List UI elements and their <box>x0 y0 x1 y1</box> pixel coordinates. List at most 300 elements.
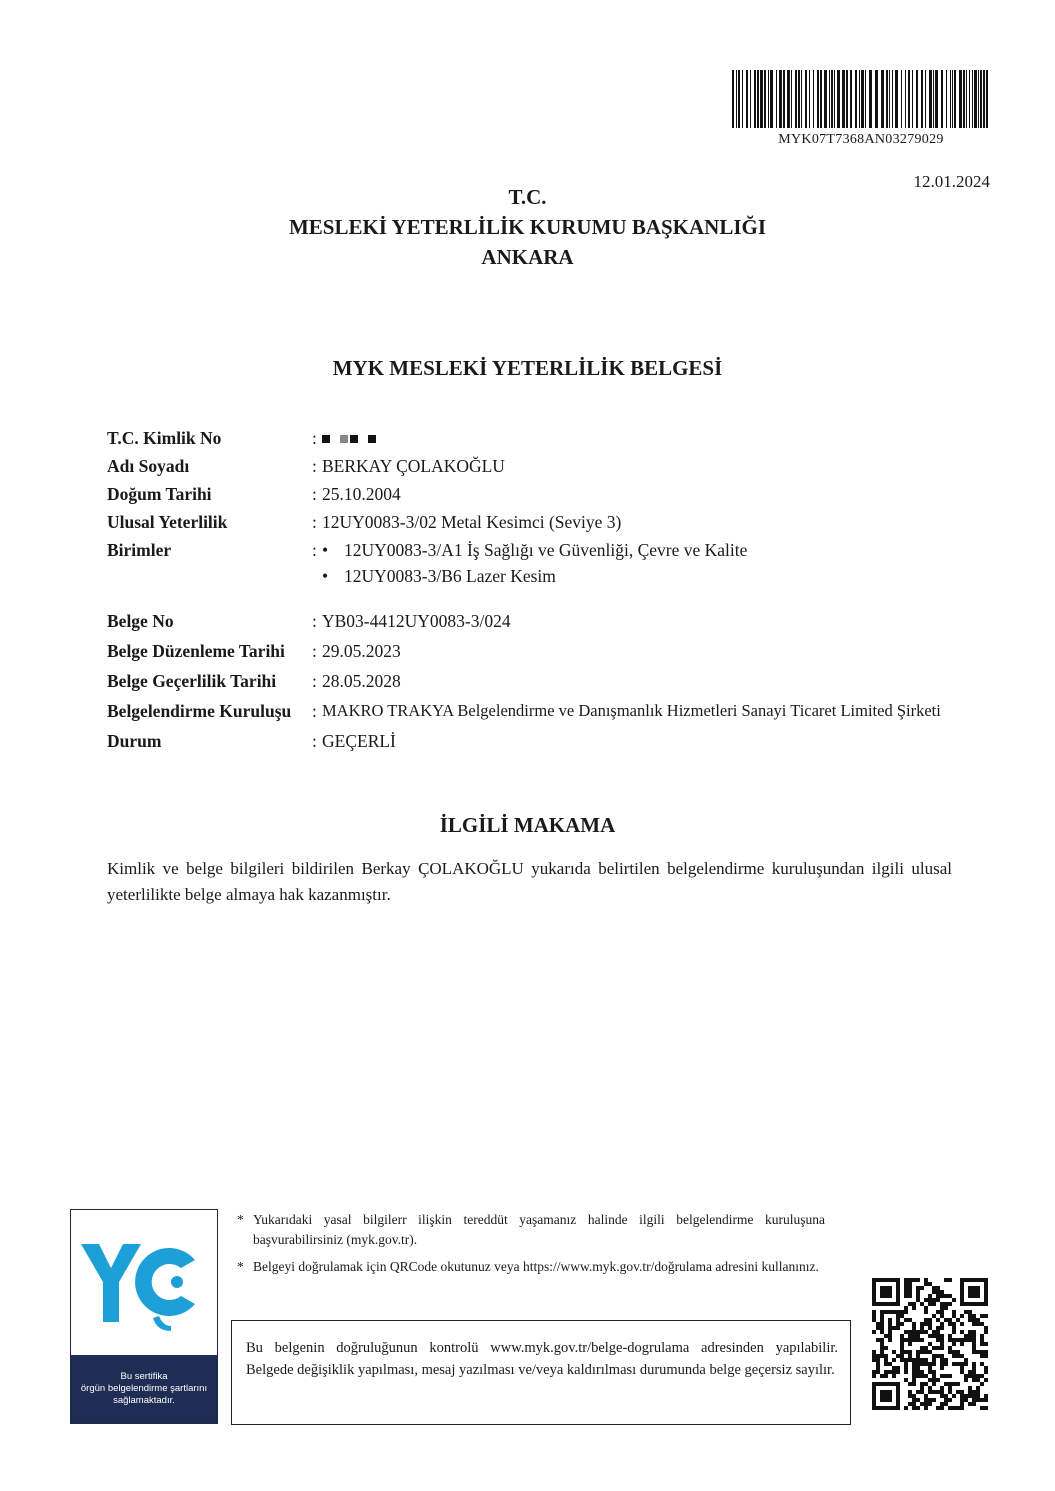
field-body-row <box>107 696 1027 726</box>
qr-module <box>980 1322 984 1326</box>
barcode-bar <box>798 70 800 128</box>
qr-module <box>872 1330 876 1334</box>
barcode-bar <box>809 70 810 128</box>
qr-module <box>948 1302 952 1306</box>
qr-module <box>924 1322 928 1326</box>
qr-module <box>912 1382 916 1386</box>
yc-logo-icon <box>77 1234 211 1334</box>
field-separator: : <box>312 670 317 691</box>
qr-module <box>928 1334 932 1338</box>
qr-module <box>972 1390 976 1394</box>
barcode-bar <box>941 70 943 128</box>
field-separator: : <box>312 640 317 661</box>
barcode-bar <box>736 70 737 128</box>
qr-module <box>956 1338 960 1342</box>
qr-module <box>888 1322 892 1326</box>
barcode-bar <box>742 70 743 128</box>
barcode-bar <box>746 70 748 128</box>
qr-module <box>876 1322 880 1326</box>
qr-module <box>900 1322 904 1326</box>
qr-module <box>940 1358 944 1362</box>
qr-module <box>900 1354 904 1358</box>
qr-module <box>932 1362 936 1366</box>
barcode-bar <box>925 70 926 128</box>
qr-module <box>888 1362 892 1366</box>
qr-module <box>936 1378 940 1382</box>
verification-notice: Bu belgenin doğruluğunun kontrolü www.myk.gov.tr/belge-dogrulama adresinden yapılabilir. Belgede değişiklik yapılması, mesaj yazılması ve/veya kaldırılması durumunda belge geçersiz sayılır. <box>231 1320 851 1425</box>
qr-module <box>952 1362 956 1366</box>
field-name-row <box>107 452 1027 480</box>
qr-module <box>940 1406 944 1410</box>
field-value: 12UY0083-3/02 Metal Kesimci (Seviye 3) <box>322 511 622 532</box>
qr-module <box>932 1334 936 1338</box>
barcode-bar <box>869 70 872 128</box>
qr-module <box>908 1350 912 1354</box>
qr-module <box>972 1314 976 1318</box>
qr-module <box>884 1354 888 1358</box>
qr-module <box>972 1366 976 1370</box>
qr-module <box>960 1362 964 1366</box>
section-title: İLGİLİ MAKAMA <box>439 813 616 837</box>
qr-module <box>960 1314 964 1318</box>
barcode-bar <box>886 70 888 128</box>
qr-module <box>916 1354 920 1358</box>
qr-module <box>944 1302 948 1306</box>
barcode-bar <box>732 70 734 128</box>
qr-module <box>972 1378 976 1382</box>
barcode-bar <box>935 70 938 128</box>
qr-module <box>960 1354 964 1358</box>
qr-module <box>884 1358 888 1362</box>
field-label: Belge Geçerlilik Tarihi <box>107 670 277 691</box>
footnote <box>237 1257 825 1277</box>
qr-module <box>980 1354 984 1358</box>
qr-module <box>884 1346 888 1350</box>
qr-module <box>948 1322 952 1326</box>
qr-module <box>908 1330 912 1334</box>
barcode-bar <box>980 70 982 128</box>
qr-module <box>880 1310 884 1314</box>
qr-module <box>904 1310 908 1314</box>
qr-module <box>932 1314 936 1318</box>
qr-module <box>932 1290 936 1294</box>
field-label: Ulusal Yeterlilik <box>107 511 228 532</box>
qr-module <box>880 1346 884 1350</box>
barcode-bar <box>787 70 790 128</box>
qr-module <box>984 1378 988 1382</box>
qr-module <box>976 1318 980 1322</box>
qr-module <box>924 1358 928 1362</box>
qr-module <box>916 1370 920 1374</box>
barcode-bar <box>770 70 773 128</box>
barcode-bar <box>831 70 833 128</box>
qr-module <box>884 1310 888 1314</box>
field-issue-row <box>107 636 1027 666</box>
qr-module <box>872 1314 876 1318</box>
qr-module <box>944 1278 948 1282</box>
field-value: YB03-4412UY0083-3/024 <box>322 610 511 631</box>
qr-module <box>940 1390 944 1394</box>
qr-module <box>932 1370 936 1374</box>
barcode-bar <box>901 70 902 128</box>
logo-caption-line: örgün belgelendirme şartlarını <box>80 1383 208 1394</box>
qr-module <box>888 1318 892 1322</box>
qr-module <box>928 1398 932 1402</box>
barcode-bar <box>966 70 967 128</box>
qr-module <box>908 1390 912 1394</box>
barcode-bar <box>738 70 740 128</box>
qr-module <box>920 1350 924 1354</box>
field-value: BERKAY ÇOLAKOĞLU <box>322 455 505 476</box>
qr-module <box>924 1382 928 1386</box>
qr-module <box>952 1330 956 1334</box>
qr-module <box>980 1374 984 1378</box>
qr-module <box>920 1386 924 1390</box>
qr-module <box>876 1326 880 1330</box>
qr-module <box>888 1370 892 1374</box>
qr-module <box>928 1350 932 1354</box>
qr-module <box>972 1370 976 1374</box>
field-separator: : <box>312 610 317 631</box>
qr-module <box>896 1318 900 1322</box>
qr-module <box>912 1402 916 1406</box>
field-label: T.C. Kimlik No <box>107 427 222 448</box>
qr-module <box>928 1370 932 1374</box>
barcode-bar <box>889 70 890 128</box>
qr-module <box>936 1330 940 1334</box>
header-line-1: T.C. <box>508 185 547 209</box>
footnote-star: * <box>237 1212 244 1227</box>
barcode-bar <box>855 70 857 128</box>
qr-module <box>964 1358 968 1362</box>
qr-module <box>928 1402 932 1406</box>
qr-module <box>984 1406 988 1410</box>
qr-module <box>912 1398 916 1402</box>
qr-module <box>944 1398 948 1402</box>
qr-module <box>940 1362 944 1366</box>
qr-module <box>916 1334 920 1338</box>
qr-module <box>940 1338 944 1342</box>
field-label: Birimler <box>107 539 172 560</box>
field-label: Belge Düzenleme Tarihi <box>107 640 285 661</box>
qr-module <box>940 1402 944 1406</box>
qr-module <box>872 1358 876 1362</box>
qr-module <box>952 1338 956 1342</box>
qr-module <box>968 1394 972 1398</box>
barcode-bar <box>813 70 814 128</box>
qr-module <box>956 1350 960 1354</box>
qr-module <box>904 1378 908 1382</box>
qr-module <box>912 1362 916 1366</box>
qr-module <box>984 1370 988 1374</box>
qr-module <box>912 1378 916 1382</box>
certificate-fields <box>107 424 1027 756</box>
field-value: 29.05.2023 <box>322 640 401 661</box>
qr-module <box>980 1314 984 1318</box>
qr-module <box>976 1350 980 1354</box>
barcode-bar <box>801 70 802 128</box>
qr-module <box>972 1394 976 1398</box>
qr-module <box>920 1346 924 1350</box>
qr-module <box>920 1382 924 1386</box>
field-separator: : <box>312 539 317 560</box>
qr-module <box>924 1306 928 1310</box>
barcode-bar <box>842 70 845 128</box>
barcode-bar <box>954 70 956 128</box>
qr-module <box>924 1310 928 1314</box>
qr-module <box>956 1362 960 1366</box>
barcode-bar <box>983 70 985 128</box>
qr-module <box>900 1310 904 1314</box>
qr-module <box>884 1334 888 1338</box>
barcode-bar <box>776 70 777 128</box>
qr-module <box>912 1394 916 1398</box>
qr-module <box>960 1406 964 1410</box>
barcode-bar <box>829 70 830 128</box>
qr-module <box>968 1390 972 1394</box>
unit-item-text: 12UY0083-3/B6 Lazer Kesim <box>344 566 556 586</box>
qr-module <box>976 1386 980 1390</box>
qr-module <box>880 1318 884 1322</box>
qr-module <box>908 1382 912 1386</box>
qr-module <box>928 1302 932 1306</box>
field-label: Belgelendirme Kuruluşu <box>107 700 292 721</box>
qr-module <box>876 1354 880 1358</box>
barcode-bar <box>859 70 860 128</box>
qr-module <box>952 1326 956 1330</box>
qr-module <box>928 1294 932 1298</box>
qr-module <box>916 1390 920 1394</box>
qr-module <box>920 1326 924 1330</box>
qr-module <box>916 1366 920 1370</box>
header-line-2: MESLEKİ YETERLİLİK KURUMU BAŞKANLIĞI <box>288 215 767 239</box>
qr-module <box>968 1338 972 1342</box>
qr-module <box>980 1338 984 1342</box>
qr-module <box>904 1278 908 1282</box>
qr-module <box>932 1354 936 1358</box>
qr-module <box>896 1370 900 1374</box>
qr-module <box>936 1406 940 1410</box>
qr-module <box>928 1322 932 1326</box>
qr-module <box>888 1330 892 1334</box>
qr-module <box>932 1358 936 1362</box>
qr-module <box>916 1398 920 1402</box>
qr-module <box>948 1346 952 1350</box>
qr-module <box>968 1334 972 1338</box>
qr-module <box>948 1294 952 1298</box>
qr-module <box>880 1326 884 1330</box>
qr-module <box>924 1394 928 1398</box>
qr-module <box>880 1342 884 1346</box>
barcode-bar <box>760 70 763 128</box>
qr-module <box>920 1370 924 1374</box>
qr-module <box>880 1330 884 1334</box>
qr-module <box>944 1374 948 1378</box>
qr-module <box>916 1290 920 1294</box>
qr-module <box>932 1390 936 1394</box>
field-validity-row <box>107 666 1027 696</box>
logo-caption-line: Bu sertifika <box>120 1371 168 1382</box>
qr-module <box>904 1358 908 1362</box>
qr-module <box>960 1394 964 1398</box>
footnote <box>237 1210 825 1250</box>
barcode-bar <box>881 70 884 128</box>
qr-module <box>888 1334 892 1338</box>
barcode-bar <box>754 70 756 128</box>
qr-module <box>928 1298 932 1302</box>
qr-module <box>908 1354 912 1358</box>
barcode-bar <box>750 70 751 128</box>
qr-module <box>964 1362 968 1366</box>
qr-module <box>928 1378 932 1382</box>
qr-module <box>960 1322 964 1326</box>
qr-module <box>972 1322 976 1326</box>
unit-item <box>322 540 747 561</box>
qr-module <box>980 1342 984 1346</box>
barcode-bar <box>768 70 769 128</box>
qr-module <box>880 1350 884 1354</box>
qr-code[interactable] <box>872 1278 988 1410</box>
qr-module <box>964 1338 968 1342</box>
qr-module <box>932 1302 936 1306</box>
barcode-bar <box>929 70 932 128</box>
qr-module <box>876 1338 880 1342</box>
field-separator: : <box>312 730 317 751</box>
qr-module <box>980 1382 984 1386</box>
qr-module <box>880 1322 884 1326</box>
qr-module <box>920 1338 924 1342</box>
qr-module <box>896 1322 900 1326</box>
qr-module <box>936 1298 940 1302</box>
qr-module <box>948 1278 952 1282</box>
field-status-row <box>107 726 1027 756</box>
qr-module <box>924 1346 928 1350</box>
qr-module <box>916 1362 920 1366</box>
qr-module <box>900 1350 904 1354</box>
barcode-bar <box>978 70 979 128</box>
qr-module <box>980 1362 984 1366</box>
qr-module <box>880 1390 892 1402</box>
qr-module <box>872 1354 876 1358</box>
qr-module <box>908 1278 912 1282</box>
qr-module <box>984 1326 988 1330</box>
qr-module <box>924 1374 928 1378</box>
qr-module <box>916 1350 920 1354</box>
qr-module <box>920 1286 924 1290</box>
field-separator: : <box>312 700 317 721</box>
qr-module <box>904 1318 908 1322</box>
qr-module <box>976 1394 980 1398</box>
qr-module <box>912 1338 916 1342</box>
field-label: Durum <box>107 730 162 751</box>
qr-module <box>936 1338 940 1342</box>
qr-module <box>924 1350 928 1354</box>
qr-module <box>984 1350 988 1354</box>
qr-module <box>912 1334 916 1338</box>
redaction-block <box>340 435 348 443</box>
qr-module <box>876 1370 880 1374</box>
barcode-bar <box>795 70 797 128</box>
qr-module <box>908 1286 912 1290</box>
qr-module <box>900 1358 904 1362</box>
qr-module <box>936 1326 940 1330</box>
qr-module <box>904 1294 908 1298</box>
qr-module <box>948 1318 952 1322</box>
field-value: 25.10.2004 <box>322 483 401 504</box>
qr-module <box>944 1358 948 1362</box>
barcode-bar <box>779 70 782 128</box>
redaction-block <box>322 435 330 443</box>
qr-module <box>908 1342 912 1346</box>
qr-module <box>940 1290 944 1294</box>
qr-module <box>984 1366 988 1370</box>
qr-module <box>912 1306 916 1310</box>
qr-module <box>872 1350 876 1354</box>
qr-module <box>920 1362 924 1366</box>
barcode-bar <box>834 70 835 128</box>
footnote-text: Yukarıdaki yasal bilgilerr ilişkin tereddüt yaşamanız halinde ilgili belgelendirme kuruluşuna başvurabilirsiniz (myk.gov.tr). <box>253 1212 825 1247</box>
qr-module <box>940 1294 944 1298</box>
qr-module <box>940 1302 944 1306</box>
unit-item-text: 12UY0083-3/A1 İş Sağlığı ve Güvenliği, Çevre ve Kalite <box>344 539 748 560</box>
qr-module <box>924 1278 928 1282</box>
qr-module <box>908 1318 912 1322</box>
qr-module <box>896 1366 900 1370</box>
qr-module <box>968 1374 972 1378</box>
qr-module <box>952 1298 956 1302</box>
barcode-bar <box>969 70 970 128</box>
barcode-bar <box>875 70 878 128</box>
qr-module <box>912 1326 916 1330</box>
qr-module <box>928 1390 932 1394</box>
qr-module <box>976 1378 980 1382</box>
qr-module <box>936 1318 940 1322</box>
qr-module <box>920 1402 924 1406</box>
qr-module <box>920 1390 924 1394</box>
qr-module <box>940 1310 944 1314</box>
qr-module <box>944 1382 948 1386</box>
qr-module <box>904 1366 908 1370</box>
qr-module <box>892 1374 896 1378</box>
qr-module <box>952 1350 956 1354</box>
qr-module <box>936 1286 940 1290</box>
qr-module <box>952 1310 956 1314</box>
qr-module <box>972 1402 976 1406</box>
qr-module <box>924 1330 928 1334</box>
qr-module <box>924 1402 928 1406</box>
qr-module <box>912 1366 916 1370</box>
qr-module <box>908 1358 912 1362</box>
qr-module <box>952 1322 956 1326</box>
qr-module <box>928 1386 932 1390</box>
qr-module <box>944 1362 948 1366</box>
qr-module <box>924 1398 928 1402</box>
qr-module <box>904 1406 908 1410</box>
qr-module <box>968 1314 972 1318</box>
qr-module <box>980 1398 984 1402</box>
qr-module <box>960 1330 964 1334</box>
section-text: Kimlik ve belge bilgileri bildirilen Berkay ÇOLAKOĞLU yukarıda belirtilen belgelendirme kuruluşundan ilgili ulusal yeterlilikte belge almaya hak kazanmıştır. <box>107 859 952 904</box>
qr-module <box>932 1378 936 1382</box>
qr-module <box>904 1282 908 1286</box>
barcode-bar <box>817 70 819 128</box>
qr-module <box>956 1354 960 1358</box>
qr-module <box>940 1326 944 1330</box>
qr-module <box>948 1398 952 1402</box>
qr-module <box>928 1326 932 1330</box>
qr-module <box>944 1306 948 1310</box>
barcode-bar <box>933 70 934 128</box>
